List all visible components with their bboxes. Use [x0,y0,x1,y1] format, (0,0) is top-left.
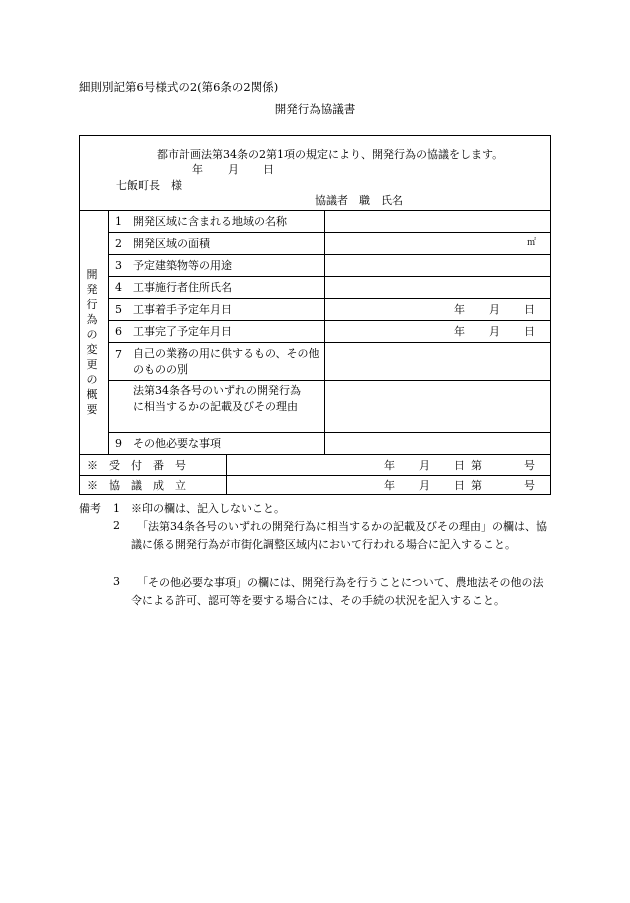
row-6-year: 年 [454,325,465,338]
note-2-number: 2 [113,519,120,532]
agreement-year: 年 [384,479,395,492]
row-4-number: 4 [115,281,122,294]
row-7-number: 7 [115,348,122,361]
row-6-day: 日 [524,325,535,338]
addressee: 七飯町長 様 [116,179,182,192]
agreement-label: ※ 協 議 成 立 [87,479,186,492]
note-3-number: 3 [113,575,120,588]
row-5-label: 工事着手予定年月日 [133,303,232,316]
row-5-day: 日 [524,303,535,316]
agreement-month: 月 [419,479,430,492]
row-3-label: 予定建築物等の用途 [133,259,232,272]
note-3-text: 「その他必要な事項」の欄には、開発行為を行うことについて、農地法その他の法令による許可、認可等を要する場合には、その手続の状況を記入すること。 [131,576,544,607]
row-3-number: 3 [115,259,122,272]
row-5-year: 年 [454,303,465,316]
reception-ordinal: 第 [471,459,482,472]
row-2-number: 2 [115,237,122,250]
side-label: 開発行為の変更の概要 [86,268,98,416]
row-1-number: 1 [115,215,122,228]
row-5-number: 5 [115,303,122,316]
header-divider [80,210,550,211]
reception-year: 年 [384,459,395,472]
header-date-day: 日 [263,163,274,176]
row-8-label: 法第34条各号のいずれの開発行為に相当するかの記載及びその理由 [133,384,301,413]
note-1-number: 1 [113,502,120,515]
reception-number-label: ※ 受 付 番 号 [87,459,186,472]
agreement-ordinal: 第 [471,479,482,492]
reception-day: 日 [454,459,465,472]
row-6-label: 工事完了予定年月日 [133,325,232,338]
note-2-text: 「法第34条各号のいずれの開発行為に相当するかの記載及びその理由」の欄は、協議に係る開発行為が市街化調整区域内において行われる場合に記入すること。 [131,520,547,551]
reception-month: 月 [419,459,430,472]
note-1-text: ※印の欄は、記入しないこと。 [131,502,285,515]
document-title: 開発行為協議書 [274,102,356,116]
row-5-month: 月 [489,303,500,316]
agreement-suffix: 号 [524,479,535,492]
header-date-year: 年 [192,163,203,176]
agreement-day: 日 [454,479,465,492]
header-date-month: 月 [228,163,239,176]
row-7-label: 自己の業務の用に供するもの、その他のものの別 [133,347,320,376]
header-statement: 都市計画法第34条の2第1項の規定により、開発行為の協議をします。 [157,148,504,161]
row-2-label: 開発区域の面積 [133,237,210,250]
reception-suffix: 号 [524,459,535,472]
row-1-label: 開発区域に含まれる地域の名称 [133,215,287,228]
form-table [79,135,551,495]
notes-heading: 備考 [79,502,101,515]
row-2-unit: ㎡ [527,238,537,248]
negotiator-label: 協議者 職 氏名 [315,194,403,207]
row-6-month: 月 [489,325,500,338]
row-9-label: その他必要な事項 [133,437,221,450]
row-6-number: 6 [115,325,122,338]
form-caption: 細則別記第6号様式の2(第6条の2関係) [79,80,279,94]
row-9-number: 9 [115,437,122,450]
row-4-label: 工事施行者住所氏名 [133,281,232,294]
